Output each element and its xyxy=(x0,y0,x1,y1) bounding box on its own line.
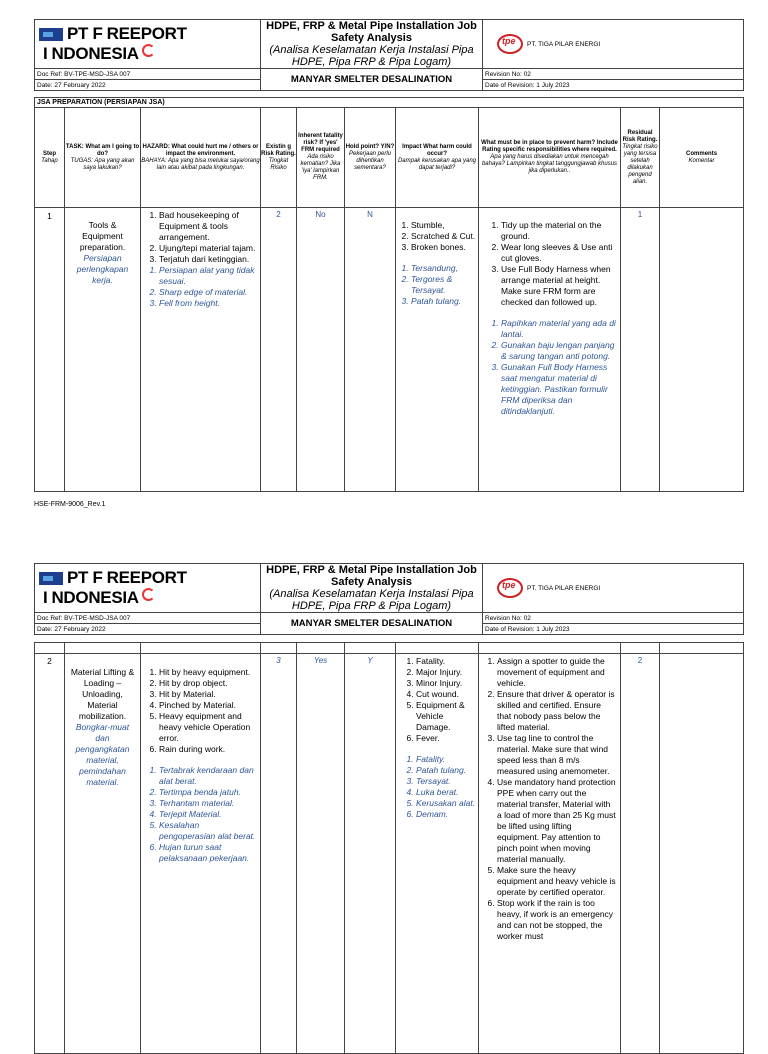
col-hold-point: Hold point? Y/N? Pekerjaan perlu dihentikan sementara? xyxy=(345,108,396,208)
list-item: 2. Wear long sleeves & Use anti cut gloves. xyxy=(501,242,616,264)
list-item: 6. Rain during work. xyxy=(159,744,257,755)
company-logo: PT F REEPORT I NDONESIA xyxy=(35,564,261,613)
impact-cell xyxy=(396,654,479,1054)
comments-cell xyxy=(660,208,744,492)
project-name: MANYAR SMELTER DESALINATION xyxy=(261,69,483,91)
list-item: 3. Gunakan Full Body Harness saat mengatur material di ketinggian. Pastikan formulir FRM diperiksa dan ditindaklanjuti. xyxy=(501,362,616,417)
hold-value: Y xyxy=(345,654,396,1054)
list-item: 1. Stumble, xyxy=(411,220,476,231)
list-item: 3. Minor Injury. xyxy=(416,678,476,689)
list-item: 1. Tersandung, xyxy=(411,263,476,274)
list-item: 6. Demam. xyxy=(416,809,476,820)
list-item: 5. Heavy equipment and heavy vehicle Operation error. xyxy=(159,711,257,744)
residual-risk-value: 2 xyxy=(621,654,660,1054)
revision-date: Date of Revision: 1 July 2023 xyxy=(483,80,744,91)
document-title xyxy=(261,20,483,69)
list-item: 4. Use mandatory hand protection PPE when carry out the material transfer, Material with a load of more than 25 Kg must be lifted using lifting equipment. Pay attention to pinch point when moving material manually. xyxy=(497,777,616,865)
list-item: 1. Bad housekeeping of Equipment & tools arrangement. xyxy=(159,210,257,243)
col-step: Step Tahap xyxy=(35,108,65,208)
list-item: 3. Use tag line to control the material. Make sure that wind speed less than 8 m/s measured using anemometer. xyxy=(497,733,616,777)
hazard-cell xyxy=(141,654,261,1054)
existing-risk-value: 2 xyxy=(261,208,297,492)
list-item: 2. Ensure that driver & operator is skilled and certified. Ensure that nobody pass below the lifted material. xyxy=(497,689,616,733)
jsa-table-page-2 xyxy=(34,642,744,1054)
list-item: 1. Tertabrak kendaraan dan alat berat. xyxy=(159,765,257,787)
list-item: 3. Hit by Material. xyxy=(159,689,257,700)
list-item: 5. Make sure the heavy equipment and heavy vehicle is operate by certified operator. xyxy=(497,865,616,898)
list-item: 1. Fatality. xyxy=(416,754,476,765)
list-item: 6. Hujan turun saat pelaksanaan pekerjaan. xyxy=(159,842,257,864)
list-item: 1. Hit by heavy equipment. xyxy=(159,667,257,678)
list-item: 3. Terhantam material. xyxy=(159,798,257,809)
contractor-name: PT. TIGA PILAR ENERGI xyxy=(527,40,601,48)
table-row xyxy=(35,208,744,492)
document-title: HDPE, FRP & Metal Pipe Installation Job Safety Analysis (Analisa Keselamatan Kerja Instalasi Pipa HDPE, Pipa FRP & Pipa Logam) xyxy=(261,564,483,613)
task-cell: Material Lifting & Loading – Unloading, Material mobilization. Bongkar-muat dan pengangkatan material, pemindahan material. xyxy=(65,654,141,1054)
list-item: 3. Fell from height. xyxy=(159,298,257,309)
task-cell: Tools & Equipment preparation. Persiapan perlengkapan kerja. xyxy=(65,208,141,492)
col-hazard: HAZARD: What could hurt me / others or impact the environment. BAHAYA: Apa yang bisa melukai saya/orang lain atau akibat pada lingkungan. xyxy=(141,108,261,208)
list-item: 3. Tersayat. xyxy=(416,776,476,787)
step-number: 1 xyxy=(35,208,65,492)
list-item: 2. Gunakan baju lengan panjang & sarung tangan anti potong. xyxy=(501,340,616,362)
col-inherent-fatality: Inherent fatality risk? If 'yes' FRM required Ada risiko kematian? Jika 'iya' lampirkan FRM. xyxy=(297,108,345,208)
footer-ref: HSE-FRM-9006_Rev.1 xyxy=(34,501,106,508)
section-title: JSA PREPARATION (PERSIAPAN JSA) xyxy=(35,98,744,108)
freeport-icon xyxy=(39,572,63,585)
list-item: 2. Hit by drop object. xyxy=(159,678,257,689)
list-item: 4. Cut wound. xyxy=(416,689,476,700)
list-item: 2. Major Injury. xyxy=(416,667,476,678)
control-cell xyxy=(479,208,621,492)
contractor-logo: tpe PT. TIGA PILAR ENERGI xyxy=(483,564,744,613)
list-item: 3. Patah tulang. xyxy=(411,296,476,307)
col-residual-risk: Residual Risk Rating. Tingkat risiko yang tersisa setelah dilakukan pengend alian. xyxy=(621,108,660,208)
control-cell xyxy=(479,654,621,1054)
list-item: 4. Terjepit Material. xyxy=(159,809,257,820)
list-item: 1. Rapihkan material yang ada di lantai. xyxy=(501,318,616,340)
list-item: 3. Terjatuh dari ketinggian. xyxy=(159,254,257,265)
inherent-value: No xyxy=(297,208,345,492)
list-item: 5. Kerusakan alat. xyxy=(416,798,476,809)
list-item: 5. Equipment & Vehicle Damage. xyxy=(416,700,476,733)
list-item: 2. Patah tulang. xyxy=(416,765,476,776)
hazard-cell xyxy=(141,208,261,492)
impact-cell xyxy=(396,208,479,492)
list-item: 3. Use Full Body Harness when arrange material at height. Make sure FRM form are checked dan followed up. xyxy=(501,264,616,308)
company-name: PT F xyxy=(67,568,103,587)
list-item: 1. Fatality. xyxy=(416,656,476,667)
list-item: 2. Scratched & Cut. xyxy=(411,231,476,242)
list-item: 2. Tergores & Tersayat. xyxy=(411,274,476,296)
title-indonesian: (Analisa Keselamatan Kerja Instalasi Pipa HDPE, Pipa FRP & Pipa Logam) xyxy=(269,44,474,68)
list-item: 1. Tidy up the material on the ground. xyxy=(501,220,616,242)
list-item: 2. Tertimpa benda jatuh. xyxy=(159,787,257,798)
document-header-page-2 xyxy=(34,563,744,635)
col-existing-risk: Existin g Risk Rating. Tingkat Risiko xyxy=(261,108,297,208)
jsa-table-page-1 xyxy=(34,97,744,492)
title-english: HDPE, FRP & Metal Pipe Installation Job Safety Analysis xyxy=(266,20,477,44)
revision-no: Revision No: 02 xyxy=(483,613,744,624)
col-control: What must be in place to prevent harm? Include Rating specific responsibilities where required. Apa yang harus disediakan untuk mencegah bahaya? Lampirkan tingkat tanggungjawab khusus jika diperlukan.. xyxy=(479,108,621,208)
doc-ref: Doc Ref: BV-TPE-MSD-JSA 007 xyxy=(35,613,261,624)
tpe-logo-icon: tpe xyxy=(497,578,523,598)
list-item: 4. Pinched by Material. xyxy=(159,700,257,711)
residual-risk-value: 1 xyxy=(621,208,660,492)
revision-no: Revision No: 02 xyxy=(483,69,744,80)
tpe-logo-icon: tpe xyxy=(497,34,523,54)
list-item: 1. Persiapan alat yang tidak sesuai. xyxy=(159,265,257,287)
list-item: 4. Luka berat. xyxy=(416,787,476,798)
freeport-icon xyxy=(39,28,63,41)
revision-date: Date of Revision: 1 July 2023 xyxy=(483,624,744,635)
doc-date: Date: 27 February 2022 xyxy=(35,80,261,91)
comments-cell xyxy=(660,654,744,1054)
contractor-logo xyxy=(483,20,744,69)
col-comments: Comments Komentar xyxy=(660,108,744,208)
company-logo: PT F REEPORT I NDONESIA xyxy=(35,20,261,69)
doc-ref: Doc Ref: BV-TPE-MSD-JSA 007 xyxy=(35,69,261,80)
list-item: 5. Kesalahan pengoperasian alat berat. xyxy=(159,820,257,842)
swirl-icon xyxy=(142,588,155,601)
table-row xyxy=(35,654,744,1054)
col-task: TASK: What am I going to do? TUGAS: Apa yang akan saya lakukan? xyxy=(65,108,141,208)
company-name: PT F xyxy=(67,24,103,43)
list-item: 6. Stop work if the rain is too heavy, if work is an emergency and can not be stopped, the worker must xyxy=(497,898,616,942)
doc-date: Date: 27 February 2022 xyxy=(35,624,261,635)
list-item: 2. Ujung/tepi material tajam. xyxy=(159,243,257,254)
swirl-icon xyxy=(142,44,155,57)
hold-value: N xyxy=(345,208,396,492)
project-name: MANYAR SMELTER DESALINATION xyxy=(261,613,483,635)
list-item: 3. Broken bones. xyxy=(411,242,476,253)
col-impact: Impact What harm could occur? Dampak kerusakan apa yang dapat terjadi? xyxy=(396,108,479,208)
list-item: 6. Fever. xyxy=(416,733,476,744)
existing-risk-value: 3 xyxy=(261,654,297,1054)
inherent-value: Yes xyxy=(297,654,345,1054)
step-number: 2 xyxy=(35,654,65,1054)
list-item: 1. Assign a spotter to guide the movement of equipment and vehicle. xyxy=(497,656,616,689)
list-item: 2. Sharp edge of material. xyxy=(159,287,257,298)
document-header xyxy=(34,19,744,91)
